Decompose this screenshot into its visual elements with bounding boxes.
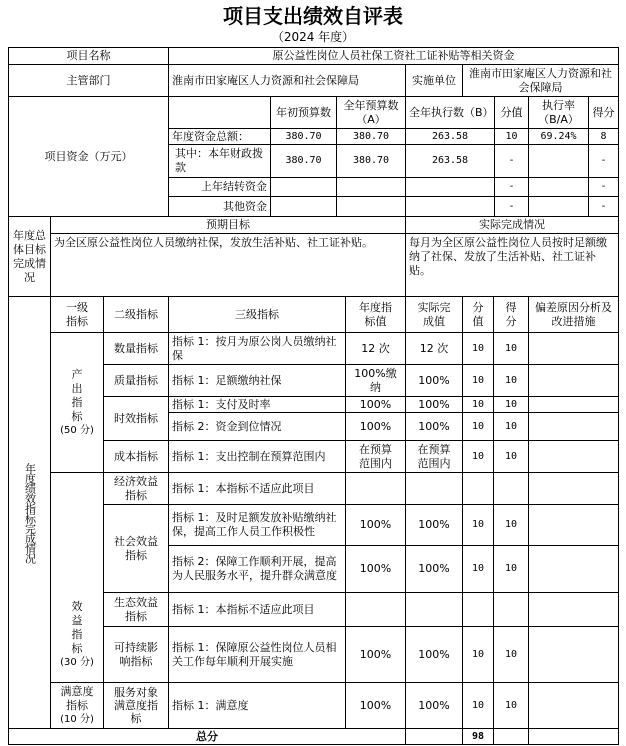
indicator-target: 100% (345, 545, 406, 593)
indicator-target: 100% (345, 504, 406, 546)
indicator-level3: 指标 1：本指标不适应此项目 (168, 592, 346, 627)
indicator-target: 100%缴纳 (345, 364, 406, 397)
indicator-actual: 100% (405, 626, 463, 683)
indicator-score-value: 10 (462, 504, 494, 546)
funds-annual (336, 196, 406, 217)
indicator-remark (528, 504, 619, 546)
indicator-level3: 指标 1：支出控制在预算范围内 (168, 440, 346, 473)
indicator-remark (528, 412, 619, 441)
funds-header-initial: 年初预算数 (270, 96, 337, 129)
indicator-actual (405, 472, 463, 505)
funds-initial (270, 196, 337, 217)
indicator-score (493, 592, 529, 627)
indicator-score (493, 472, 529, 505)
funds-executed (405, 196, 495, 217)
indicator-level3: 指标 1：及时足额发放补贴缴纳社保，提高工作人员工作积极性 (168, 504, 346, 546)
funds-annual: 380.70 (336, 128, 406, 145)
level1-benefit (50, 472, 104, 683)
level2-quantity: 数量指标 (103, 332, 169, 365)
level1-output (50, 332, 104, 473)
level2-cost: 成本指标 (103, 440, 169, 473)
impl-value: 淮南市田家庵区人力资源和社会保障局 (462, 64, 619, 97)
funds-annual: 380.70 (336, 144, 406, 178)
funds-header-rate: 执行率（B/A） (528, 96, 589, 129)
indicator-remark (528, 440, 619, 473)
funds-initial: 380.70 (270, 128, 337, 145)
indicator-actual: 100% (405, 504, 463, 546)
funds-score-value: 10 (494, 128, 529, 145)
funds-rate: 69.24% (528, 128, 589, 145)
level2-quality: 质量指标 (103, 364, 169, 397)
total-blank-actual (405, 728, 463, 745)
funds-initial (270, 177, 337, 197)
indicator-actual: 100% (405, 364, 463, 397)
project-name-value: 原公益性岗位人员社保工资社工证补贴等相关资金 (168, 47, 619, 65)
level1-satisfaction-points: (10 分) (60, 713, 94, 725)
total-label: 总分 (8, 728, 406, 745)
funds-rate (528, 177, 589, 197)
indicator-score: 10 (493, 396, 529, 413)
indicator-target: 100% (345, 626, 406, 683)
funds-executed: 263.58 (405, 128, 495, 145)
indicator-level3: 指标 2：资金到位情况 (168, 412, 346, 441)
project-name-label: 项目名称 (8, 47, 169, 65)
indicator-score-value: 10 (462, 682, 494, 729)
header-actual: 实际完成值 (405, 296, 463, 333)
indicator-actual: 100% (405, 682, 463, 729)
actual-goal-header: 实际完成情况 (405, 216, 619, 234)
indicator-score-value: 10 (462, 626, 494, 683)
indicator-remark (528, 682, 619, 729)
funds-header-executed: 全年执行数（B） (405, 96, 495, 129)
indicator-target (345, 472, 406, 505)
funds-row-label: 其中：本年财政拨款 (168, 144, 271, 178)
level2-timeliness: 时效指标 (103, 396, 169, 441)
funds-score: - (588, 177, 619, 197)
funds-initial: 380.70 (270, 144, 337, 178)
page-subtitle: （2024 年度） (271, 30, 355, 44)
funds-score: 8 (588, 128, 619, 145)
funds-rate (528, 196, 589, 217)
funds-header-score-value: 分值 (494, 96, 529, 129)
indicator-remark (528, 364, 619, 397)
indicators-section-label (8, 296, 51, 729)
dept-label: 主管部门 (8, 64, 169, 97)
funds-score-value: - (494, 196, 529, 217)
indicator-level3: 指标 1：足额缴纳社保 (168, 364, 346, 397)
indicator-score: 10 (493, 504, 529, 546)
indicator-actual: 12 次 (405, 332, 463, 365)
indicator-score-value: 10 (462, 332, 494, 365)
funds-rate (528, 144, 589, 178)
level1-output-points: (50 分) (60, 424, 94, 436)
level2-ecological: 生态效益指标 (103, 592, 169, 627)
total-blank-score (493, 728, 529, 745)
funds-annual (336, 177, 406, 197)
indicator-score-value: 10 (462, 396, 494, 413)
indicator-level3: 指标 1：满意度 (168, 682, 346, 729)
indicator-score: 10 (493, 545, 529, 593)
indicator-score: 10 (493, 412, 529, 441)
indicator-level3: 指标 1：支付及时率 (168, 396, 346, 413)
level1-benefit-name: 效益指标 (71, 600, 83, 655)
header-level2: 二级指标 (103, 296, 169, 333)
header-score-value: 分值 (462, 296, 494, 333)
indicator-remark (528, 472, 619, 505)
header-level1: 一级指标 (50, 296, 104, 333)
funds-header-score: 得分 (588, 96, 619, 129)
impl-label: 实施单位 (405, 64, 463, 97)
funds-executed: 263.58 (405, 144, 495, 178)
indicator-score: 10 (493, 626, 529, 683)
indicators-section-text: 年度绩效指标完成情况 (23, 462, 37, 563)
indicator-level3: 指标 1：按月为原公岗人员缴纳社保 (168, 332, 346, 365)
indicator-score: 10 (493, 332, 529, 365)
funds-label: 项目资金（万元） (8, 96, 169, 217)
level1-benefit-points: (30 分) (60, 657, 94, 668)
level1-output-name: 产出指标 (71, 367, 83, 423)
funds-score-value: - (494, 144, 529, 178)
header-score: 得分 (493, 296, 529, 333)
indicator-score-value (462, 472, 494, 505)
indicator-actual: 100% (405, 412, 463, 441)
level1-satisfaction (50, 682, 104, 729)
indicator-score-value: 10 (462, 412, 494, 441)
total-blank-remark (528, 728, 619, 745)
level2-service: 服务对象满意度指标 (103, 682, 169, 729)
level2-economic: 经济效益指标 (103, 472, 169, 505)
indicator-target: 12 次 (345, 332, 406, 365)
header-target: 年度指标值 (345, 296, 406, 333)
funds-score: - (588, 196, 619, 217)
indicator-score-value: 10 (462, 440, 494, 473)
goals-label: 年度总体目标完成情况 (8, 216, 51, 297)
level2-sustainable: 可持续影响指标 (103, 626, 169, 683)
funds-row-label: 年度资金总额： (168, 128, 271, 145)
indicator-score: 10 (493, 682, 529, 729)
indicator-target: 在预算范围内 (345, 440, 406, 473)
funds-score: - (588, 144, 619, 178)
indicator-actual (405, 592, 463, 627)
funds-header-annual: 全年预算数（A） (336, 96, 406, 129)
funds-executed (405, 177, 495, 197)
dept-value: 淮南市田家庵区人力资源和社会保障局 (168, 64, 406, 97)
indicator-score-value (462, 592, 494, 627)
expected-goal-header: 预期目标 (50, 216, 406, 234)
indicator-remark (528, 545, 619, 593)
header-level3: 三级指标 (168, 296, 346, 333)
indicator-actual: 100% (405, 396, 463, 413)
expected-goal-text: 为全区原公益性岗位人员缴纳社保，发放生活补贴、社工证补贴。 (50, 233, 406, 297)
funds-row-label: 上年结转资金 (168, 177, 271, 197)
indicator-target: 100% (345, 412, 406, 441)
page-title: 项目支出绩效自评表 (223, 4, 403, 28)
indicator-remark (528, 592, 619, 627)
indicator-level3: 指标 1：本指标不适应此项目 (168, 472, 346, 505)
funds-header-blank (168, 96, 271, 129)
funds-score-value: - (494, 177, 529, 197)
indicator-remark (528, 332, 619, 365)
indicator-actual: 在预算范围内 (405, 440, 463, 473)
indicator-target: 100% (345, 682, 406, 729)
indicator-score-value: 10 (462, 364, 494, 397)
indicator-level3: 指标 1：保障原公益性岗位人员相关工作每年顺利开展实施 (168, 626, 346, 683)
funds-row-label: 其他资金 (168, 196, 271, 217)
total-score: 98 (462, 728, 494, 745)
indicator-level3: 指标 2：保障工作顺利开展，提高为人民服务水平，提升群众满意度 (168, 545, 346, 593)
indicator-actual: 100% (405, 545, 463, 593)
indicator-remark (528, 626, 619, 683)
indicator-score: 10 (493, 364, 529, 397)
actual-goal-text: 每月为全区原公益性岗位人员按时足额缴纳了社保、发放了生活补贴、社工证补贴。 (405, 233, 619, 297)
indicator-score-value: 10 (462, 545, 494, 593)
level2-social: 社会效益指标 (103, 504, 169, 593)
indicator-target: 100% (345, 396, 406, 413)
indicator-remark (528, 396, 619, 413)
indicator-target (345, 592, 406, 627)
indicator-score: 10 (493, 440, 529, 473)
header-remark: 偏差原因分析及改进措施 (528, 296, 619, 333)
level1-satisfaction-name: 满意度指标 (60, 684, 94, 712)
